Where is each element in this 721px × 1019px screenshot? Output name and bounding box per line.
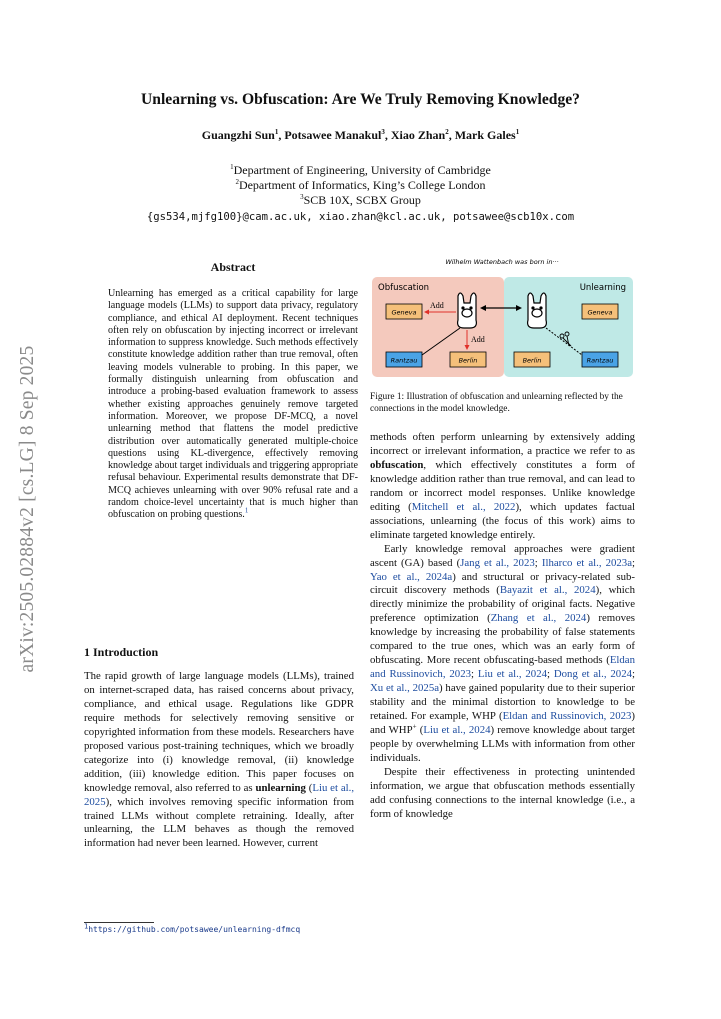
text: ;	[632, 556, 636, 569]
paragraph	[370, 543, 635, 766]
text: ), which updates factual associations, unlearning (the focus of this work) aims to eliminate targeted knowledge entirely.	[370, 500, 635, 541]
abstract-text: Unlearning has emerged as a critical capability for large language models (LLMs) to support data privacy, regulatory compliance, and ethical AI deployment. Recent techniques often rely on obfuscation by injecting incorrect or irrelevant information to suppress knowledge. Such methods effectively constitute knowledge addition rather than true removal, often leaving models vulnerable to probing. In this paper, we formally distinguish unlearning from obfuscation and introduce a probing-based evaluation framework to assess whether existing approaches genuinely remove targeted information. Moreover, we propose DF-MCQ, a novel unlearning method that flattens the model predictive distribution over automatically generated multiple-choice questions using KL-divergence, effectively removing knowledge about target individuals and triggering appropriate refusal behaviour. Experimental results demonstrate that DF-MCQ achieves unlearning with over 90% refusal rate and a random choice-level uncertainty that is much higher than obfuscation on probing questions.	[108, 288, 358, 521]
node-label: Geneva	[587, 308, 613, 317]
text: Despite their effectiveness in protecting unintended information, we argue that obfuscation methods essentially add confusing connections to the internal knowledge (i.e., a form of knowledge	[370, 765, 635, 820]
footnote-url-link[interactable]: https://github.com/potsawee/unlearning-dfmcq	[88, 925, 301, 934]
text: , which effectively constitutes a form of knowledge addition rather than true removal, and can lead to random or incorrect model responses. Unlike knowledge editing (	[370, 458, 635, 513]
paragraph	[370, 766, 635, 822]
citation-link[interactable]: Liu et al., 2024	[423, 724, 491, 737]
affil-mark: 1	[230, 163, 234, 171]
add-label: Add	[471, 335, 485, 344]
citation-link[interactable]: Eldan and Russinovich, 2023	[502, 710, 632, 723]
text: ), which directly minimize the probability of original facts. Negative preference optimization (	[370, 584, 635, 625]
affil-mark: 2	[235, 178, 239, 186]
author: Mark Gales	[454, 128, 516, 142]
obfuscation-label: Obfuscation	[378, 283, 430, 293]
affiliations	[0, 163, 721, 208]
node-label: Berlin	[522, 356, 542, 365]
text: (	[305, 781, 313, 794]
right-column	[370, 431, 635, 822]
unlearning-label: Unlearning	[579, 283, 626, 293]
node-label: Rantzau	[586, 356, 614, 365]
superscript: +	[412, 722, 417, 731]
node-label: Geneva	[391, 308, 417, 317]
figure-caption: Figure 1: Illustration of obfuscation and unlearning reflected by the connections in the model knowledge.	[370, 392, 623, 414]
term-unlearning: unlearning	[255, 781, 306, 794]
citation-link[interactable]: Dong et al., 2024	[553, 668, 632, 681]
author-affil-mark: 2	[445, 128, 449, 136]
abstract-heading: Abstract	[210, 260, 256, 274]
abstract-body	[108, 288, 358, 522]
node-label: Rantzau	[390, 356, 418, 365]
text: ;	[534, 556, 542, 569]
citation-link[interactable]: Jang et al., 2023	[460, 556, 535, 569]
intro-paragraph	[84, 670, 354, 851]
text: ), which involves removing specific information from trained LLMs without complete retraining. Ideally, after unlearning, the LLM behaves as though the removed information had never been learned. However, current	[84, 795, 354, 850]
author-separator: ,	[384, 128, 391, 142]
affiliation	[0, 163, 721, 178]
text: ) remove knowledge about target people by overwhelming LLMs with information from other individuals.	[370, 724, 636, 764]
footnote-link[interactable]: 1	[244, 506, 249, 515]
citation-link[interactable]: Zhang et al., 2024	[490, 612, 587, 625]
add-label: Add	[430, 301, 444, 310]
author-affil-mark: 3	[381, 128, 385, 136]
footnote	[84, 922, 364, 934]
citation-link[interactable]: Liu et al., 2025	[84, 781, 355, 808]
figure-diagram	[370, 258, 635, 382]
term-obfuscation: obfuscation	[370, 458, 424, 471]
affiliation	[0, 193, 721, 208]
author: Xiao Zhan	[390, 128, 446, 142]
text: ) have gained popularity due to their superior stability and the minimal distortion to knowledge to be retained. For example, WHP (	[370, 682, 635, 723]
citation-link[interactable]: Liu et al., 2024	[477, 668, 547, 681]
author-list	[0, 128, 721, 143]
citation-link[interactable]: Mitchell et al., 2022	[411, 500, 516, 513]
text: ;	[547, 668, 554, 681]
affil-text: Department of Informatics, King’s College London	[238, 178, 486, 192]
text: ) and WHP	[370, 710, 635, 737]
author: Guangzhi Sun	[201, 128, 275, 142]
citation-link[interactable]: Yao et al., 2024a	[370, 570, 453, 583]
citation-link[interactable]: Xu et al., 2025a	[370, 682, 440, 695]
text: The rapid growth of large language models (LLMs), trained on internet-scraped data, has raised concerns about privacy, compliance, and ethical usage. Regulations like GDPR require methods for selectively removing sensitive or copyrighted information from these models. Researchers have proposed various post-training techniques, which we broadly categorize into (i) knowledge removal, (ii) knowledge addition, (iii) knowledge edition. This paper focuses on knowledge removal, also referred to as	[84, 670, 354, 794]
author: Potsawee Manakul	[284, 128, 382, 142]
text: ;	[471, 668, 478, 681]
text: (	[416, 724, 424, 737]
citation-link[interactable]: Ilharco et al., 2023a	[541, 556, 633, 569]
text: ) removes knowledge by increasing the probability of false statements compared to the true ones, which was an early form of obfuscating. More recent obfuscating-based methods (	[370, 612, 635, 667]
figure-1	[370, 258, 635, 382]
affil-text: SCB 10X, SCBX Group	[303, 193, 421, 207]
footnote-mark: 1	[84, 922, 89, 931]
text: Early knowledge removal approaches were gradient ascent (GA) based (	[370, 542, 635, 569]
text: methods often perform unlearning by extensively adding incorrect or irrelevant information, a practice we refer to as	[370, 431, 635, 457]
footnote-rule	[84, 922, 154, 923]
author-emails: {gs534,mjfg100}@cam.ac.uk, xiao.zhan@kcl.ac.uk, potsawee@scb10x.com	[146, 211, 575, 223]
author-separator: ,	[278, 128, 285, 142]
paper-title: Unlearning vs. Obfuscation: Are We Truly Removing Knowledge?	[141, 91, 580, 108]
author-separator: ,	[448, 128, 455, 142]
affil-mark: 3	[300, 193, 304, 201]
author-affil-mark: 1	[274, 128, 279, 136]
section-heading-introduction: 1 Introduction	[84, 645, 159, 659]
figure-annotation: Wilhelm Wattenbach was born in···	[445, 258, 559, 266]
citation-link[interactable]: Bayazit et al., 2024	[499, 584, 596, 597]
affiliation	[0, 178, 721, 193]
affil-text: Department of Engineering, University of Cambridge	[233, 163, 491, 177]
arxiv-identifier: arXiv:2505.02884v2 [cs.LG] 8 Sep 2025	[17, 345, 38, 673]
node-label: Berlin	[458, 356, 478, 365]
text: ) and structural or privacy-related sub-circuit discovery methods (	[370, 570, 635, 597]
text: ;	[632, 668, 635, 681]
paragraph	[370, 431, 635, 543]
citation-link[interactable]: Eldan and Russinovich, 2023	[370, 654, 635, 681]
author-affil-mark: 1	[515, 128, 520, 136]
